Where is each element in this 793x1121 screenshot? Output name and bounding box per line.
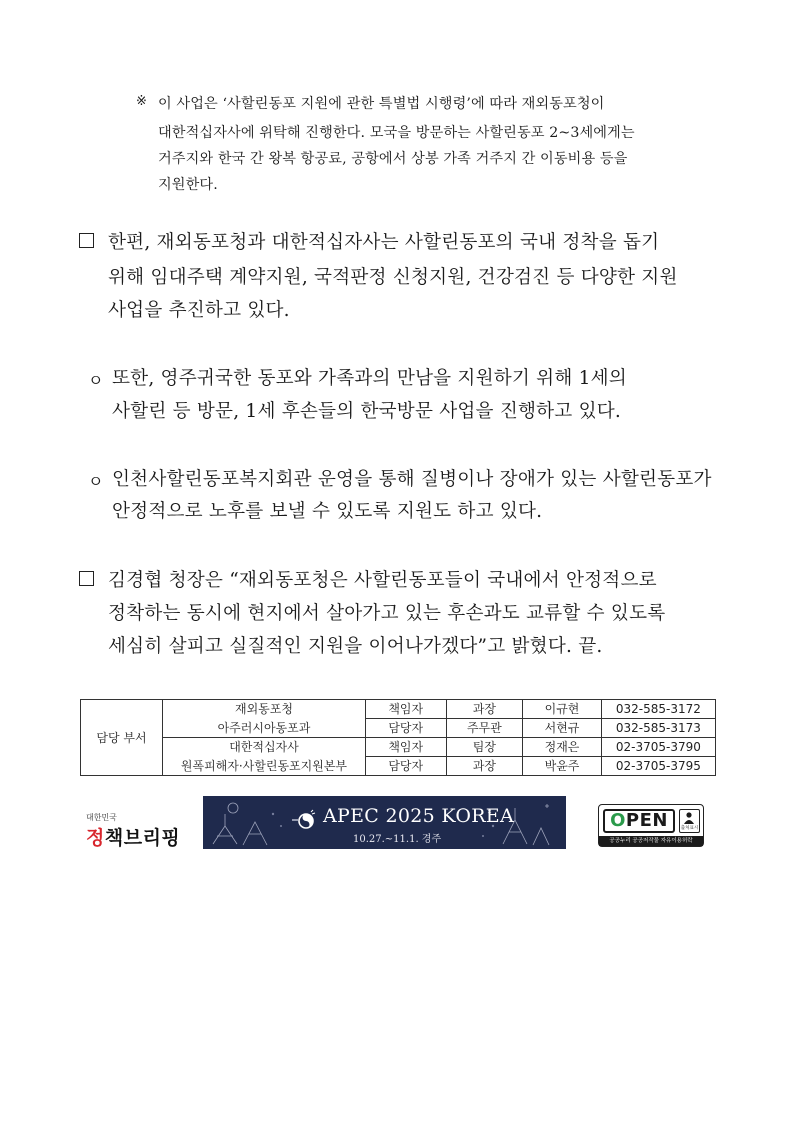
name-cell: 정재은 — [523, 738, 602, 757]
policy-briefing-logo[interactable] — [86, 812, 180, 850]
attribution-badge-text: 출처표시 — [680, 826, 699, 831]
contacts-table — [80, 699, 716, 776]
checkbox-bullet-icon — [79, 233, 94, 248]
table-row — [81, 719, 716, 738]
paragraph-line: 인천사할린동포복지회관 운영을 통해 질병이나 장애가 있는 사할린동포가 — [112, 469, 712, 490]
open-license-strip: 공공누리 공공저작물 자유이용허락 — [599, 836, 703, 846]
note-line: 이 사업은 ‘사할린동포 지원에 관한 특별법 시행령’에 따라 재외동포청이 — [158, 96, 605, 112]
paragraph-line: 사할린 등 방문, 1세 후손들의 한국방문 사업을 진행하고 있다. — [112, 401, 622, 422]
note-line: 거주지와 한국 간 왕복 항공료, 공항에서 상봉 가족 거주지 간 이동비용 등을 — [158, 151, 628, 167]
table-row — [81, 700, 716, 719]
role-cell: 담당자 — [365, 719, 446, 738]
circle-bullet-icon: ㅇ — [88, 472, 104, 491]
apec-emblem-icon — [290, 809, 316, 831]
role-cell: 책임자 — [365, 700, 446, 719]
note-line: 대한적십자사에 위탁해 진행한다. 모국을 방문하는 사할린동포 2~3세에게는 — [158, 125, 635, 141]
policy-briefing-wordmark: 정책브리핑 — [86, 827, 181, 849]
dept-cell: 대한적십자사 — [163, 738, 366, 757]
note-mark: ※ — [136, 94, 147, 109]
note-line: 지원한다. — [158, 177, 218, 193]
paragraph-line: 또한, 영주귀국한 동포와 가족과의 만남을 지원하기 위해 1세의 — [112, 368, 627, 389]
dept-cell: 아주러시아동포과 — [163, 719, 366, 738]
phone-cell: 032-585-3172 — [601, 700, 715, 719]
dept-cell: 재외동포청 — [163, 700, 366, 719]
attribution-icon — [679, 809, 700, 833]
policy-briefing-small-text: 대한민국 — [86, 813, 117, 822]
name-cell: 이규현 — [523, 700, 602, 719]
paragraph-line: 정착하는 동시에 현지에서 살아가고 있는 후손과도 교류할 수 있도록 — [108, 603, 666, 624]
table-row — [81, 738, 716, 757]
position-cell: 주무관 — [446, 719, 523, 738]
table-row — [81, 757, 716, 776]
paragraph-line: 김경협 청장은 “재외동포청은 사할린동포들이 국내에서 안정적으로 — [108, 570, 657, 591]
phone-cell: 02-3705-3795 — [601, 757, 715, 776]
name-cell: 박윤주 — [523, 757, 602, 776]
paragraph-line: 한편, 재외동포청과 대한적십자사는 사할린동포의 국내 정착을 돕기 — [108, 232, 660, 253]
apec-dates: 10.27.~11.1. 경주 — [353, 834, 442, 845]
apec-banner[interactable] — [203, 796, 566, 849]
paragraph-line: 세심히 살피고 실질적인 지원을 이어나가겠다”고 밝혔다. 끝. — [108, 636, 603, 657]
position-cell: 과장 — [446, 700, 523, 719]
checkbox-bullet-icon — [79, 571, 94, 586]
open-license-logo[interactable] — [598, 804, 704, 847]
dept-label: 담당 부서 — [81, 700, 163, 776]
open-wordmark: OPEN — [603, 809, 675, 833]
paragraph-line: 위해 임대주택 계약지원, 국적판정 신청지원, 건강검진 등 다양한 지원 — [108, 267, 678, 288]
position-cell: 과장 — [446, 757, 523, 776]
dept-cell: 원폭피해자·사할린동포지원본부 — [163, 757, 366, 776]
phone-cell: 02-3705-3790 — [601, 738, 715, 757]
paragraph-line: 안정적으로 노후를 보낼 수 있도록 지원도 하고 있다. — [112, 501, 543, 522]
circle-bullet-icon: ㅇ — [88, 371, 104, 390]
phone-cell: 032-585-3173 — [601, 719, 715, 738]
position-cell: 팀장 — [446, 738, 523, 757]
role-cell: 담당자 — [365, 757, 446, 776]
paragraph-line: 사업을 추진하고 있다. — [108, 300, 290, 321]
name-cell: 서현규 — [523, 719, 602, 738]
role-cell: 책임자 — [365, 738, 446, 757]
apec-title: APEC 2025 KOREA — [323, 805, 515, 827]
